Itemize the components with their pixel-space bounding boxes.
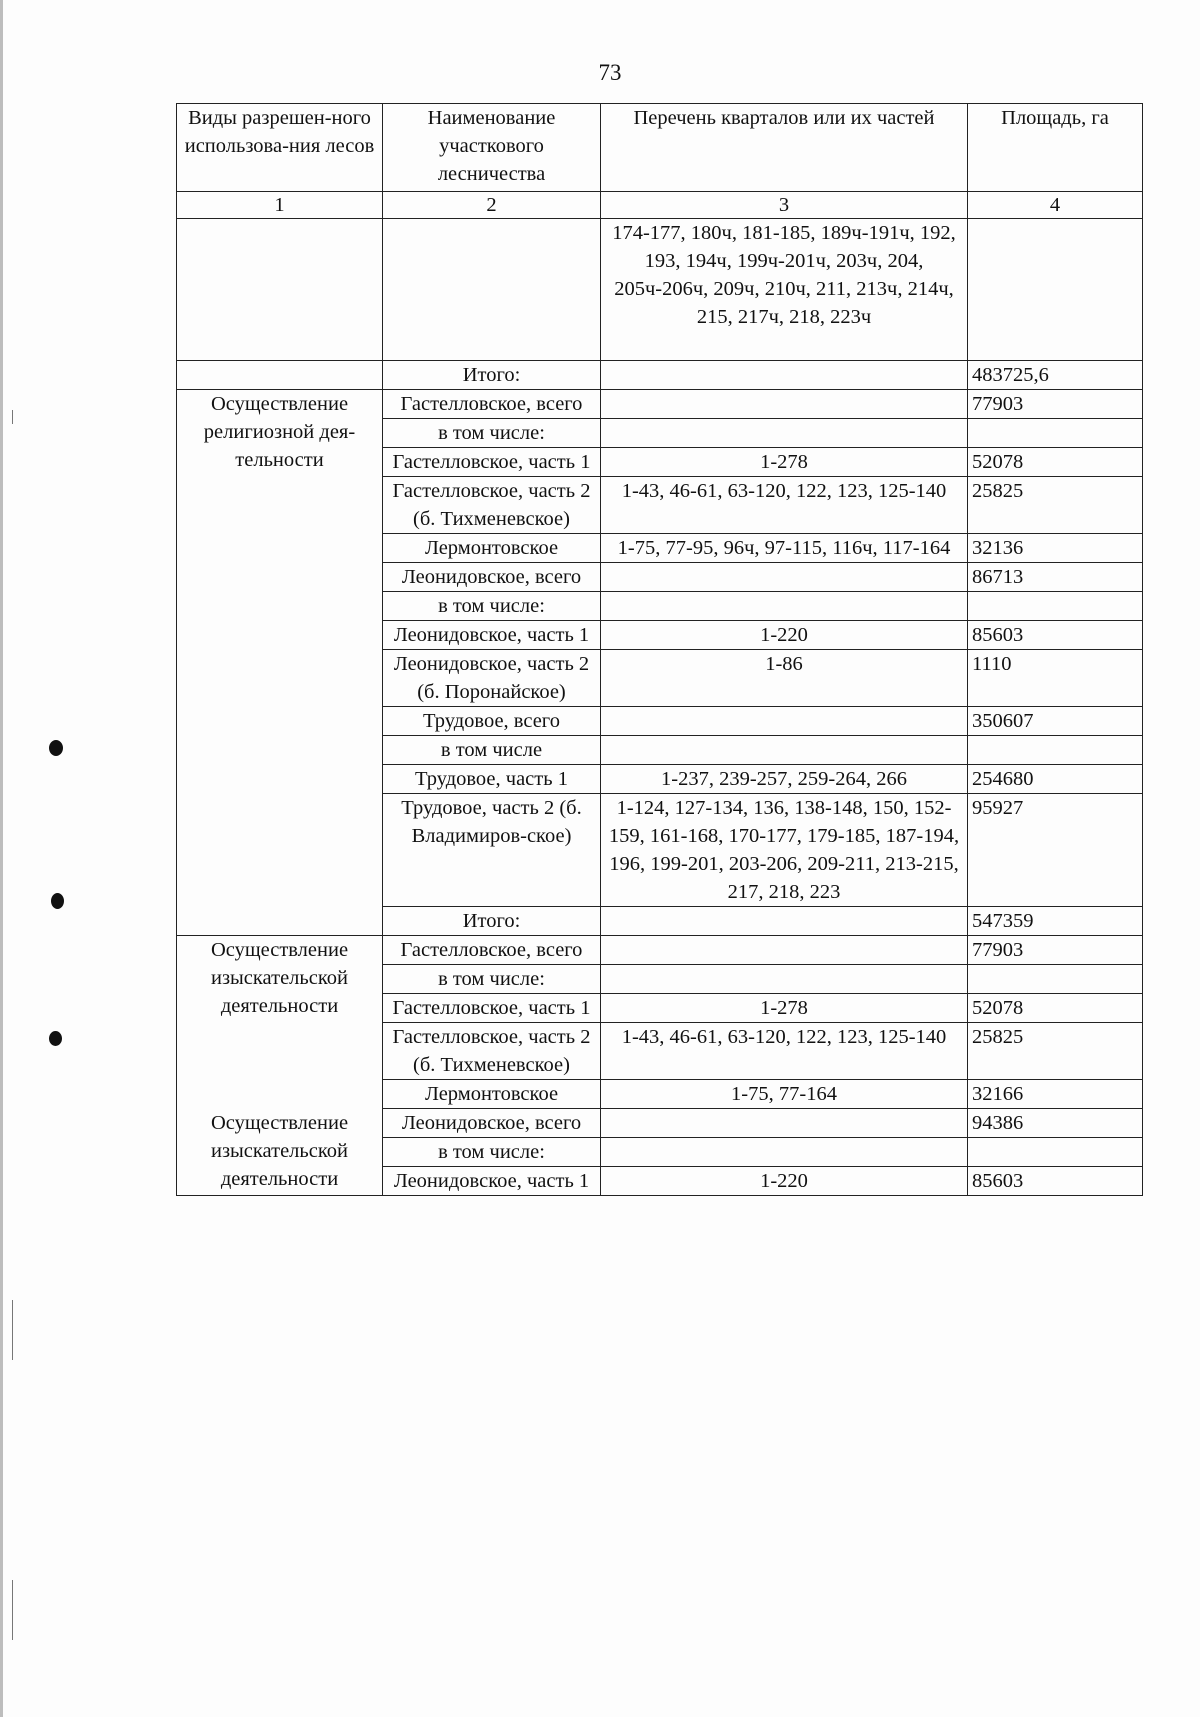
forestry-cell: Трудовое, часть 1: [383, 765, 601, 794]
area-cell: [968, 1138, 1143, 1167]
column-number: 3: [601, 192, 968, 219]
area-cell: 254680: [968, 765, 1143, 794]
page-edge: [0, 0, 3, 1717]
forestry-cell: Трудовое, часть 2 (б. Владимиров-ское): [383, 794, 601, 907]
area-cell: 77903: [968, 936, 1143, 965]
quarters-cell: [601, 592, 968, 621]
forestry-cell: Гастелловское, часть 2 (б. Тихменевское): [383, 1023, 601, 1080]
column-number-row: [177, 192, 1143, 219]
quarters-cell: [601, 736, 968, 765]
forestry-cell: Лермонтовское: [383, 1080, 601, 1109]
quarters-cell: 1-43, 46-61, 63-120, 122, 123, 125-140: [601, 1023, 968, 1080]
table-row: [177, 390, 1143, 419]
quarters-cell: 1-75, 77-95, 96ч, 97-115, 116ч, 117-164: [601, 534, 968, 563]
forestry-cell: Гастелловское, всего: [383, 390, 601, 419]
forestry-cell: в том числе: [383, 736, 601, 765]
kind-cell: Осуществление изыскательской деятельности: [177, 936, 383, 1109]
area-cell: 32166: [968, 1080, 1143, 1109]
column-number: 4: [968, 192, 1143, 219]
area-cell: 350607: [968, 707, 1143, 736]
quarters-cell: [601, 419, 968, 448]
scan-speck: [51, 893, 64, 909]
forestry-cell: Леонидовское, всего: [383, 563, 601, 592]
kind-cell: Осуществление религиозной дея-тельности: [177, 390, 383, 936]
forestry-cell: Леонидовское, часть 2 (б. Поронайское): [383, 650, 601, 707]
quarters-cell: 1-43, 46-61, 63-120, 122, 123, 125-140: [601, 477, 968, 534]
forestry-cell: в том числе:: [383, 1138, 601, 1167]
forestry-cell: в том числе:: [383, 965, 601, 994]
area-cell: [968, 965, 1143, 994]
scan-mark: [12, 410, 13, 424]
quarters-cell: 174-177, 180ч, 181-185, 189ч-191ч, 192, 193, 194ч, 199ч-201ч, 203ч, 204, 205ч-206ч, 209ч, 210ч, 211, 213ч, 214ч, 215, 217ч, 218, 223ч: [601, 219, 968, 361]
area-cell: 25825: [968, 477, 1143, 534]
column-number: 1: [177, 192, 383, 219]
page-number: 73: [598, 60, 622, 85]
total-area: 483725,6: [968, 361, 1143, 390]
area-cell: [968, 592, 1143, 621]
forestry-cell: Леонидовское, всего: [383, 1109, 601, 1138]
forest-use-table: [176, 103, 1143, 1196]
total-label: Итого:: [383, 361, 601, 390]
quarters-cell: [601, 965, 968, 994]
quarters-cell: 1-220: [601, 621, 968, 650]
quarters-cell: 1-124, 127-134, 136, 138-148, 150, 152-159, 161-168, 170-177, 179-185, 187-194, 196, 199-201, 203-206, 209-211, 213-215, 217, 218, 223: [601, 794, 968, 907]
forestry-cell: Гастелловское, всего: [383, 936, 601, 965]
table-row: [177, 1109, 1143, 1138]
forestry-cell: Гастелловское, часть 1: [383, 448, 601, 477]
quarters-cell: 1-278: [601, 448, 968, 477]
forestry-cell: Гастелловское, часть 1: [383, 994, 601, 1023]
table-row: [177, 219, 1143, 361]
quarters-cell: [601, 1138, 968, 1167]
area-cell: 32136: [968, 534, 1143, 563]
header-row: [177, 104, 1143, 192]
quarters-cell: 1-220: [601, 1167, 968, 1196]
quarters-cell: [601, 936, 968, 965]
area-cell: 77903: [968, 390, 1143, 419]
total-row: [177, 361, 1143, 390]
header-area: Площадь, га: [968, 104, 1143, 192]
forestry-cell: в том числе:: [383, 419, 601, 448]
quarters-cell: [601, 563, 968, 592]
area-cell: 94386: [968, 1109, 1143, 1138]
quarters-cell: 1-237, 239-257, 259-264, 266: [601, 765, 968, 794]
forestry-cell: Гастелловское, часть 2 (б. Тихменевское): [383, 477, 601, 534]
forestry-cell: Леонидовское, часть 1: [383, 1167, 601, 1196]
area-cell: 25825: [968, 1023, 1143, 1080]
header-quarters: Перечень кварталов или их частей: [601, 104, 968, 192]
scan-mark: [12, 1580, 13, 1640]
quarters-cell: 1-278: [601, 994, 968, 1023]
forestry-cell: в том числе:: [383, 592, 601, 621]
area-cell: [968, 736, 1143, 765]
column-number: 2: [383, 192, 601, 219]
area-cell: 85603: [968, 621, 1143, 650]
quarters-cell: [601, 1109, 968, 1138]
header-kind: Виды разрешен-ного использова-ния лесов: [177, 104, 383, 192]
area-cell: [968, 419, 1143, 448]
forestry-cell: Леонидовское, часть 1: [383, 621, 601, 650]
quarters-cell: 1-75, 77-164: [601, 1080, 968, 1109]
total-area: 547359: [968, 907, 1143, 936]
kind-cell-repeat: Осуществление изыскательской деятельности: [177, 1109, 383, 1196]
quarters-cell: [601, 907, 968, 936]
scan-speck: [49, 740, 63, 756]
area-cell: 52078: [968, 448, 1143, 477]
forestry-cell: Лермонтовское: [383, 534, 601, 563]
total-label: Итого:: [383, 907, 601, 936]
header-forestry: Наименование участкового лесничества: [383, 104, 601, 192]
area-cell: 1110: [968, 650, 1143, 707]
forestry-cell: Трудовое, всего: [383, 707, 601, 736]
area-cell: 86713: [968, 563, 1143, 592]
quarters-cell: [601, 390, 968, 419]
table-row: [177, 936, 1143, 965]
area-cell: 52078: [968, 994, 1143, 1023]
quarters-cell: 1-86: [601, 650, 968, 707]
scan-speck: [49, 1031, 62, 1046]
quarters-cell: [601, 707, 968, 736]
area-cell: 85603: [968, 1167, 1143, 1196]
area-cell: 95927: [968, 794, 1143, 907]
scan-mark: [12, 1300, 13, 1360]
